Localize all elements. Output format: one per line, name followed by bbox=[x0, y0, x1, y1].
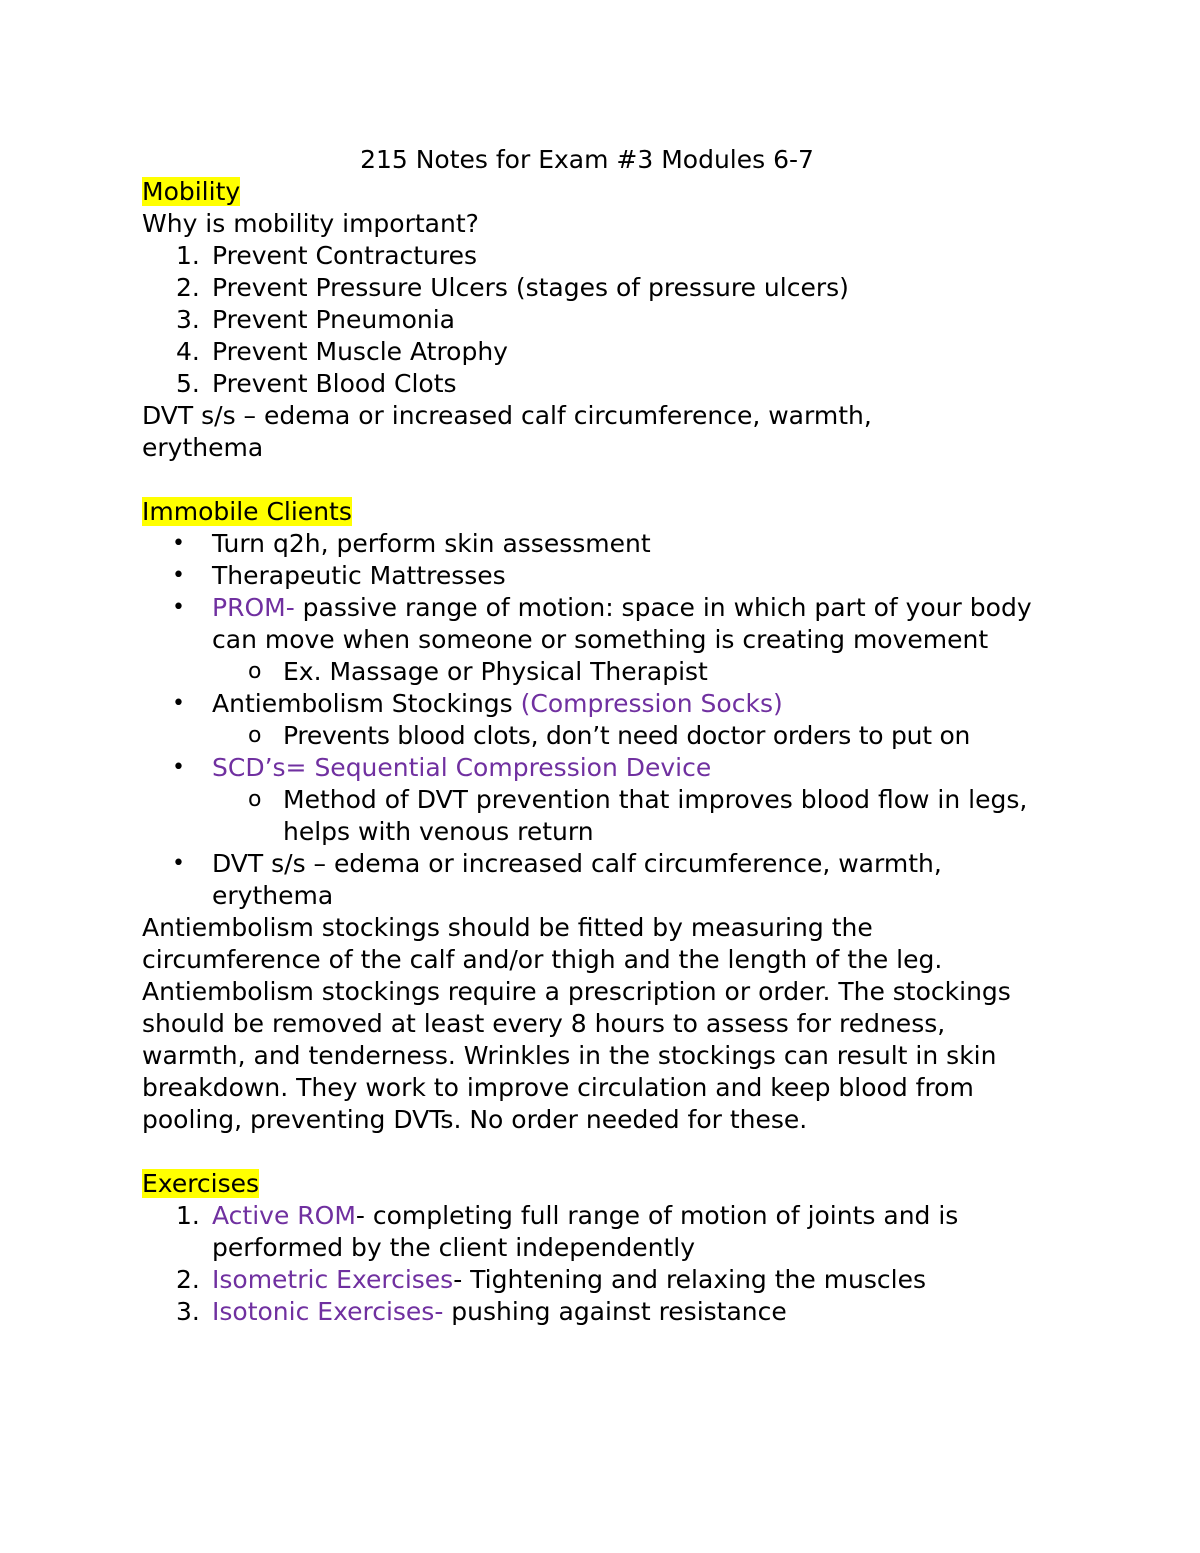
section-heading-exercises: Exercises bbox=[142, 1169, 260, 1198]
term-active-rom: Active ROM bbox=[212, 1201, 356, 1230]
bullet-text: passive range of motion: space in which part of your body can move when someone or something is creating movement bbox=[212, 593, 1032, 654]
bullet-item bbox=[142, 688, 1062, 720]
bullet-text: DVT s/s – edema or increased calf circumference, warmth, erythema bbox=[212, 849, 942, 910]
list-number: 1. bbox=[176, 241, 200, 270]
list-number: 5. bbox=[176, 369, 200, 398]
list-number: 2. bbox=[176, 1265, 200, 1294]
bullet-text: Turn q2h, perform skin assessment bbox=[212, 529, 651, 558]
term-isotonic: Isotonic Exercises- bbox=[212, 1297, 444, 1326]
list-item bbox=[142, 272, 1062, 304]
term-scd: SCD’s= Sequential Compression Device bbox=[212, 753, 712, 782]
antiembolism-paragraph: Antiembolism stockings should be fitted by measuring the circumference of the calf and/or thigh and the length of the leg. Antiembolism stockings require a prescription or order. The stockings should be removed at least every 8 hours to assess for redness, warmth, and tenderness. Wrinkles in the stockings can result in skin breakdown. They work to improve circulation and keep blood from pooling, preventing DVTs. No order needed for these. bbox=[142, 913, 1011, 1134]
bullet-text: Therapeutic Mattresses bbox=[212, 561, 506, 590]
term-compression-socks: (Compression Socks) bbox=[520, 689, 783, 718]
bullet-icon: • bbox=[172, 755, 185, 780]
list-item bbox=[142, 336, 1062, 368]
sub-bullet-item bbox=[142, 656, 1062, 688]
list-item bbox=[142, 304, 1062, 336]
list-item bbox=[142, 240, 1062, 272]
list-item-text: - completing full range of motion of joints and is performed by the client independently bbox=[212, 1201, 959, 1262]
list-number: 1. bbox=[176, 1201, 200, 1230]
circle-bullet-icon: o bbox=[248, 787, 262, 812]
bullet-icon: • bbox=[172, 563, 185, 588]
list-number: 4. bbox=[176, 337, 200, 366]
list-item bbox=[142, 1264, 1062, 1296]
sub-bullet-item bbox=[142, 720, 1062, 752]
list-number: 3. bbox=[176, 305, 200, 334]
mobility-question: Why is mobility important? bbox=[142, 209, 479, 238]
document-page bbox=[142, 144, 1062, 1328]
list-item-text: Prevent Contractures bbox=[212, 241, 478, 270]
list-item-text: Prevent Blood Clots bbox=[212, 369, 457, 398]
section-heading-mobility: Mobility bbox=[142, 177, 241, 206]
list-number: 3. bbox=[176, 1297, 200, 1326]
circle-bullet-icon: o bbox=[248, 723, 262, 748]
section-mobility bbox=[142, 176, 1062, 208]
bullet-icon: • bbox=[172, 851, 185, 876]
section-heading-immobile-clients: Immobile Clients bbox=[142, 497, 352, 526]
bullet-text: Antiembolism Stockings bbox=[212, 689, 521, 718]
spacer bbox=[142, 464, 1062, 496]
list-item-text: Prevent Pneumonia bbox=[212, 305, 455, 334]
sub-bullet-item bbox=[142, 784, 1033, 848]
sub-bullet-text: Ex. Massage or Physical Therapist bbox=[283, 657, 708, 686]
bullet-item bbox=[142, 592, 1042, 656]
sub-bullet-text: Prevents blood clots, don’t need doctor orders to put on bbox=[283, 721, 971, 750]
list-item-text: pushing against resistance bbox=[443, 1297, 787, 1326]
section-immobile-clients bbox=[142, 496, 1062, 528]
list-item bbox=[142, 1200, 1042, 1264]
mobility-dvt-note: DVT s/s – edema or increased calf circumference, warmth, erythema bbox=[142, 401, 872, 462]
bullet-item bbox=[142, 560, 1062, 592]
list-number: 2. bbox=[176, 273, 200, 302]
term-prom: PROM- bbox=[212, 593, 295, 622]
bullet-icon: • bbox=[172, 595, 185, 620]
section-exercises bbox=[142, 1168, 1062, 1200]
bullet-item bbox=[142, 752, 1062, 784]
circle-bullet-icon: o bbox=[248, 659, 262, 684]
bullet-item bbox=[142, 528, 1062, 560]
term-isometric: Isometric Exercises bbox=[212, 1265, 454, 1294]
bullet-item bbox=[142, 848, 1022, 912]
list-item-text: Prevent Muscle Atrophy bbox=[212, 337, 508, 366]
sub-bullet-text: Method of DVT prevention that improves blood flow in legs, helps with venous return bbox=[283, 785, 1028, 846]
spacer bbox=[142, 1136, 1062, 1168]
list-item-text: - Tightening and relaxing the muscles bbox=[453, 1265, 927, 1294]
list-item bbox=[142, 368, 1062, 400]
list-item bbox=[142, 1296, 1062, 1328]
list-item-text: Prevent Pressure Ulcers (stages of pressure ulcers) bbox=[212, 273, 849, 302]
document-title: 215 Notes for Exam #3 Modules 6-7 bbox=[360, 145, 814, 174]
bullet-icon: • bbox=[172, 691, 185, 716]
bullet-icon: • bbox=[172, 531, 185, 556]
